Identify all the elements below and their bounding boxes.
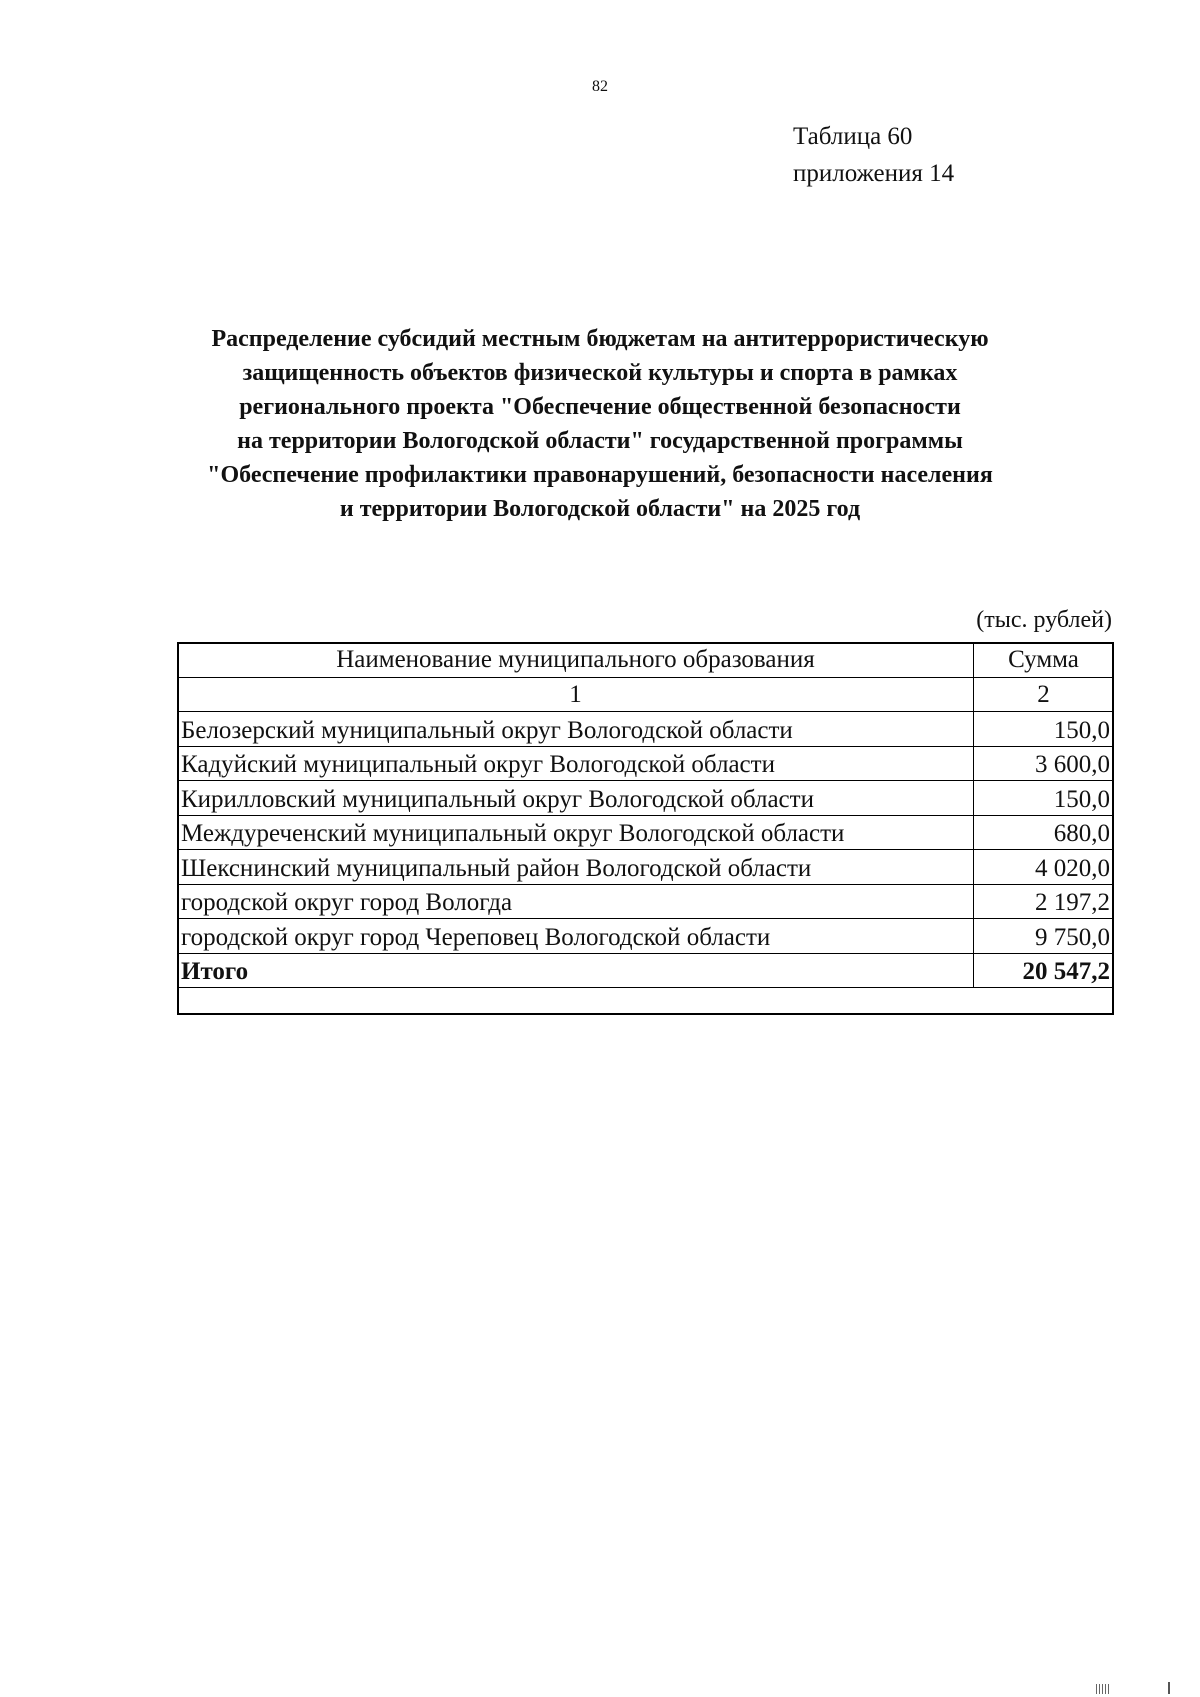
table-row <box>178 712 1114 747</box>
title-line: "Обеспечение профилактики правонарушений, безопасности населения <box>207 462 993 488</box>
municipality-name: Кирилловский муниципальный округ Вологодской области <box>178 781 974 816</box>
table-row <box>178 815 1114 850</box>
subsidy-amount: 3 600,0 <box>974 746 1114 781</box>
scan-artifact <box>1096 1684 1110 1694</box>
total-row <box>178 953 1114 988</box>
subsidy-amount: 9 750,0 <box>974 919 1114 954</box>
table-reference <box>793 118 954 192</box>
title-line: и территории Вологодской области" на 2025 год <box>339 496 861 522</box>
subsidy-amount: 2 197,2 <box>974 884 1114 919</box>
column-number-1: 1 <box>178 677 974 712</box>
table-row <box>178 850 1114 885</box>
subsidy-amount: 150,0 <box>974 781 1114 816</box>
municipality-name: Междуреченский муниципальный округ Вологодской области <box>178 815 974 850</box>
municipality-name: городской округ город Вологда <box>178 884 974 919</box>
total-label: Итого <box>178 953 974 988</box>
municipality-name: городской округ город Череповец Вологодской области <box>178 919 974 954</box>
table-reference-line-1: Таблица 60 <box>793 123 913 150</box>
subsidy-amount: 4 020,0 <box>974 850 1114 885</box>
municipality-name: Шекснинский муниципальный район Вологодской области <box>178 850 974 885</box>
subsidy-table <box>177 642 1114 988</box>
total-amount: 20 547,2 <box>974 953 1114 988</box>
municipality-name: Белозерский муниципальный округ Вологодской области <box>178 712 974 747</box>
table-row <box>178 746 1114 781</box>
subsidy-amount: 680,0 <box>974 815 1114 850</box>
municipality-name: Кадуйский муниципальный округ Вологодской области <box>178 746 974 781</box>
column-number-row <box>178 677 1114 712</box>
column-number-2: 2 <box>974 677 1114 712</box>
table-row <box>178 781 1114 816</box>
title-line: защищенность объектов физической культуры и спорта в рамках <box>242 360 958 386</box>
header-amount: Сумма <box>974 643 1114 678</box>
table-header-row <box>178 643 1114 678</box>
title-line: регионального проекта "Обеспечение общественной безопасности <box>239 394 961 420</box>
scan-artifact <box>1168 1682 1170 1694</box>
table-row <box>178 884 1114 919</box>
units-label: (тыс. рублей) <box>976 607 1112 633</box>
subsidy-amount: 150,0 <box>974 712 1114 747</box>
table-reference-line-2: приложения 14 <box>793 160 955 187</box>
table-row <box>178 919 1114 954</box>
document-title <box>150 322 1050 526</box>
header-name: Наименование муниципального образования <box>178 643 974 678</box>
title-line: на территории Вологодской области" государственной программы <box>237 428 963 454</box>
page-number: 82 <box>592 78 608 95</box>
title-line: Распределение субсидий местным бюджетам на антитеррористическую <box>211 326 989 352</box>
